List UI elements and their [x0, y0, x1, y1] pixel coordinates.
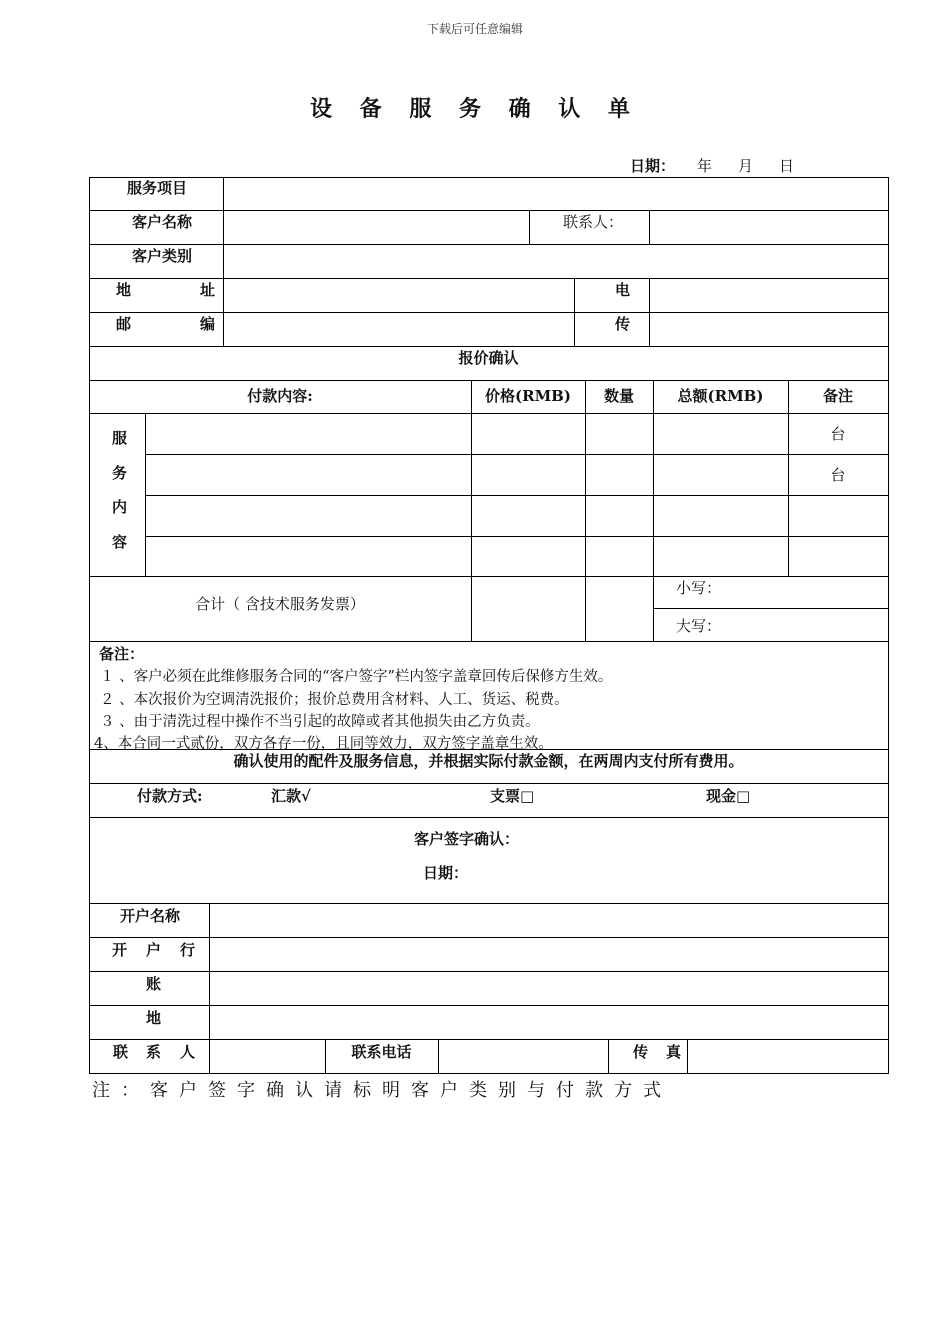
- service-row-3-price[interactable]: [472, 496, 585, 536]
- service-row-1-remark: 台: [830, 425, 846, 443]
- note-line-1: １ 、客户必须在此维修服务合同的“客户签字”栏内签字盖章回传后保修方生效。: [100, 669, 613, 685]
- service-row-3-total[interactable]: [654, 496, 788, 536]
- service-item-field[interactable]: [224, 178, 887, 210]
- contact-phone-field[interactable]: [439, 1040, 608, 1073]
- contact-person-label-2: 系: [146, 1043, 162, 1061]
- payment-option-check[interactable]: 支票□: [490, 787, 535, 805]
- header-remark: 备注: [822, 387, 853, 405]
- bank-fax-label-1: 传: [633, 1043, 649, 1061]
- service-row-4-qty[interactable]: [586, 537, 653, 576]
- contact-person-label-3: 人: [180, 1043, 196, 1061]
- service-row-3-content[interactable]: [146, 496, 471, 536]
- service-row-1-qty[interactable]: [586, 414, 653, 454]
- contact-person-label-1: 联: [113, 1043, 129, 1061]
- postcode-label-2: 编: [200, 315, 216, 333]
- fax-label: 传: [615, 315, 631, 333]
- signature-label: 客户签字确认：: [414, 830, 520, 848]
- side-label-2: 务: [112, 464, 128, 482]
- side-label-1: 服: [112, 429, 128, 447]
- notes-title: 备注：: [99, 645, 145, 663]
- bank-address-field[interactable]: [210, 1006, 887, 1039]
- quote-title: 报价确认: [458, 349, 519, 367]
- header-note: 下载后可任意编辑: [426, 22, 523, 36]
- side-label-3: 内: [112, 498, 128, 516]
- contact-person-field[interactable]: [210, 1040, 325, 1073]
- service-row-2-content[interactable]: [146, 455, 471, 495]
- date-month: 月: [738, 157, 754, 175]
- side-label-4: 容: [112, 533, 128, 551]
- customer-type-field[interactable]: [224, 245, 887, 278]
- signature-date-label: 日期：: [423, 864, 469, 882]
- postcode-field[interactable]: [224, 313, 573, 346]
- header-quantity: 数量: [603, 387, 634, 405]
- address-label-1: 地: [116, 281, 132, 299]
- date-label: 日期：: [630, 157, 676, 175]
- note-line-2: ２ 、本次报价为空调清洗报价；报价总费用含材料、人工、货运、税费。: [100, 692, 569, 708]
- service-row-3-qty[interactable]: [586, 496, 653, 536]
- contact-field[interactable]: [650, 211, 887, 244]
- note-line-3: ３ 、由于清洗过程中操作不当引起的故障或者其他损失由乙方负责。: [100, 714, 540, 730]
- bank-fax-label-2: 真: [666, 1043, 682, 1061]
- address-field[interactable]: [224, 279, 573, 312]
- service-row-1-total[interactable]: [654, 414, 788, 454]
- phone-label: 电: [615, 281, 631, 299]
- note-line-4: 4、本合同一式贰份，双方各存一份，且同等效力，双方签字盖章生效。: [94, 736, 553, 752]
- date-day: 日: [779, 157, 795, 175]
- service-row-2-remark: 台: [830, 466, 846, 484]
- postcode-label-1: 邮: [116, 315, 132, 333]
- service-row-4-total[interactable]: [654, 537, 788, 576]
- address-label-2: 址: [200, 281, 216, 299]
- header-price: 价格(RMB): [485, 387, 571, 405]
- account-label: 账: [146, 975, 162, 993]
- footer-note: 注：客户签字确认请标明客户类别与付款方式: [92, 1080, 672, 1101]
- service-row-2-total[interactable]: [654, 455, 788, 495]
- customer-name-label: 客户名称: [132, 213, 193, 231]
- service-row-4-price[interactable]: [472, 537, 585, 576]
- account-name-label: 开户名称: [120, 907, 181, 925]
- date-year: 年: [697, 157, 713, 175]
- service-row-2-qty[interactable]: [586, 455, 653, 495]
- payment-option-remit[interactable]: 汇款√: [271, 787, 311, 805]
- account-field[interactable]: [210, 972, 887, 1005]
- customer-name-field[interactable]: [224, 211, 528, 244]
- phone-field[interactable]: [650, 279, 887, 312]
- payment-label: 付款方式:: [137, 787, 203, 805]
- date-line: [630, 155, 820, 176]
- big-amount-label: 大写：: [676, 617, 722, 635]
- service-item-label: 服务项目: [127, 179, 188, 197]
- header-payment-content: 付款内容:: [247, 387, 313, 405]
- document-title: 设 备 服 务 确 认 单: [310, 96, 640, 122]
- service-row-4-content[interactable]: [146, 537, 471, 576]
- service-row-1-price[interactable]: [472, 414, 585, 454]
- bank-label-2: 户: [146, 941, 162, 959]
- bank-label-1: 开: [112, 941, 128, 959]
- service-row-1-content[interactable]: [146, 414, 471, 454]
- service-row-2-price[interactable]: [472, 455, 585, 495]
- payment-option-cash[interactable]: 现金□: [706, 787, 751, 805]
- total-label: 合计（ 含技术服务发票）: [195, 595, 365, 613]
- account-name-field[interactable]: [210, 904, 887, 937]
- small-amount-label: 小写：: [676, 579, 722, 597]
- confirm-text: 确认使用的配件及服务信息，并根据实际付款金额，在两周内支付所有费用。: [233, 752, 744, 770]
- bank-label-3: 行: [180, 941, 196, 959]
- bank-field[interactable]: [210, 938, 887, 971]
- customer-type-label: 客户类别: [132, 247, 193, 265]
- fax-field[interactable]: [650, 313, 887, 346]
- contact-phone-label: 联系电话: [351, 1043, 412, 1061]
- bank-address-label: 地: [146, 1009, 162, 1027]
- header-total: 总额(RMB): [677, 387, 764, 405]
- contact-label: 联系人：: [563, 213, 624, 231]
- bank-fax-field[interactable]: [688, 1040, 887, 1073]
